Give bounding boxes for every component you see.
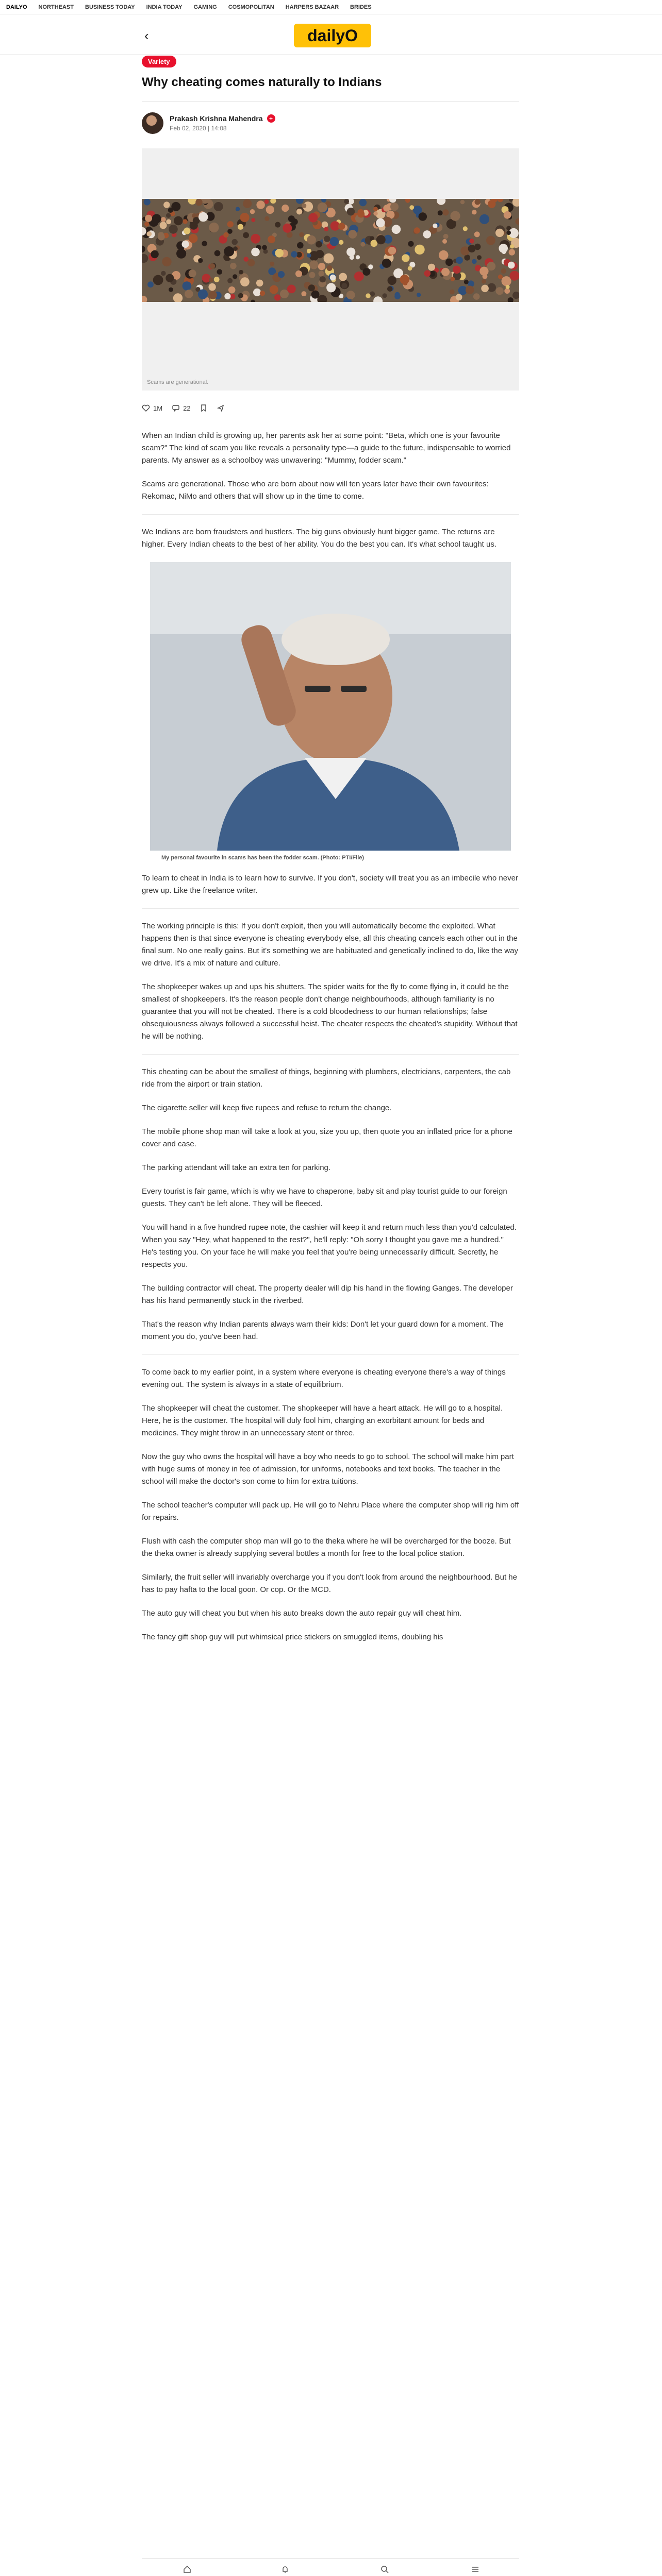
crowd-figure bbox=[409, 205, 414, 210]
crowd-figure bbox=[479, 214, 489, 224]
article bbox=[142, 56, 519, 1655]
crowd-figure bbox=[326, 283, 336, 292]
crowd-figure bbox=[256, 200, 264, 209]
crowd-figure bbox=[311, 291, 320, 299]
crowd-figure bbox=[415, 245, 424, 255]
article-paragraph: Every tourist is fair game, which is why we have to chaperone, baby sit and play tourist guide to our foreign guests. They can't be left alone. They will be fleeced. bbox=[142, 1187, 507, 1208]
crowd-figure bbox=[278, 271, 285, 278]
crowd-figure bbox=[291, 251, 297, 257]
crowd-figure bbox=[347, 208, 355, 215]
crowd-figure bbox=[295, 270, 302, 277]
crowd-figure bbox=[282, 205, 289, 212]
article-paragraph: To learn to cheat in India is to learn how to survive. If you don't, society will treat you as an imbecile who never grew up. Like the freelance writer. bbox=[142, 874, 518, 895]
crowd-figure bbox=[441, 268, 450, 276]
bookmark-icon bbox=[200, 404, 207, 412]
comment-count: 22 bbox=[183, 404, 191, 412]
crowd-figure bbox=[472, 259, 477, 264]
crowd-figure bbox=[240, 277, 250, 286]
article-paragraph: When an Indian child is growing up, her parents ask her at some point: "Beta, which one is your favourite scam?" The kind of scam you like reveals a personality type—a guide to the future, indispensable to worried parents. My answer as a schoolboy was unwavering: "Mummy, fodder scam." bbox=[142, 431, 511, 465]
topnav-link-gaming[interactable]: GAMING bbox=[193, 4, 217, 10]
crowd-figure bbox=[296, 209, 302, 214]
crowd-figure bbox=[160, 222, 167, 229]
crowd-figure bbox=[238, 293, 243, 298]
article-paragraph: The shopkeeper will cheat the customer. The shopkeeper will have a heart attack. He will go to a hospital. Here, he is the customer. The hospital will duly fool him, charging an exorbitant amount for beds and medicines. They might throw in an unnecessary stent or three. bbox=[142, 1404, 503, 1437]
author-block bbox=[142, 111, 519, 135]
crowd-figure bbox=[508, 262, 515, 269]
crowd-figure bbox=[366, 293, 370, 298]
topnav-link-harpers-bazaar[interactable]: HARPERS BAZAAR bbox=[285, 4, 339, 10]
crowd-figure bbox=[392, 225, 401, 234]
crowd-figure bbox=[359, 199, 367, 206]
crowd-figure bbox=[501, 268, 506, 274]
crowd-figure bbox=[502, 276, 511, 286]
crowd-figure bbox=[152, 214, 161, 224]
crowd-figure bbox=[189, 234, 198, 243]
crowd-figure bbox=[475, 199, 481, 205]
crowd-figure bbox=[166, 213, 171, 218]
crowd-figure bbox=[214, 250, 221, 257]
crowd-figure bbox=[509, 271, 519, 281]
crowd-figure bbox=[309, 272, 315, 278]
crowd-figure bbox=[506, 285, 510, 289]
crowd-figure bbox=[262, 245, 267, 250]
crowd-figure bbox=[307, 253, 311, 258]
crowd-figure bbox=[443, 234, 449, 239]
crowd-figure bbox=[338, 223, 345, 230]
crowd-figure bbox=[251, 248, 260, 257]
crowd-figure bbox=[198, 212, 208, 222]
crowd-figure bbox=[151, 250, 158, 258]
dailyo-logo[interactable] bbox=[294, 21, 371, 50]
crowd-figure bbox=[274, 294, 280, 300]
article-paragraph: The fancy gift shop guy will put whimsical price stickers on smuggled items, doubling his bbox=[142, 1633, 443, 1641]
article-paragraph: The school teacher's computer will pack up. He will go to Nehru Place where the computer shop will rig him off for repairs. bbox=[142, 1501, 519, 1522]
fodder-photo-caption: My personal favourite in scams has been the fodder scam. (Photo: PTI/File) bbox=[161, 855, 365, 861]
crowd-figure bbox=[504, 288, 510, 294]
crowd-figure bbox=[499, 244, 508, 253]
crowd-figure bbox=[147, 281, 154, 287]
crowd-figure bbox=[506, 230, 511, 235]
crowd-figure bbox=[275, 249, 284, 258]
fodder-scam-photo bbox=[150, 562, 511, 851]
crowd-figure bbox=[486, 236, 495, 245]
crowd-figure bbox=[319, 270, 324, 276]
crowd-figure bbox=[460, 200, 465, 204]
crowd-figure bbox=[209, 223, 219, 232]
crowd-figure bbox=[144, 199, 151, 206]
back-arrow-icon[interactable]: ‹ bbox=[144, 28, 149, 43]
crowd-figure bbox=[341, 283, 347, 289]
crowd-figure bbox=[388, 276, 396, 285]
crowd-figure bbox=[240, 213, 249, 222]
crowd-figure bbox=[456, 294, 462, 300]
topnav-link-brides[interactable]: BRIDES bbox=[350, 4, 372, 10]
article-paragraph: This cheating can be about the smallest of things, beginning with plumbers, electricians, carpenters, the cab ride from the airport or train station. bbox=[142, 1067, 511, 1089]
crowd-figure bbox=[228, 286, 236, 294]
article-paragraph: The mobile phone shop man will take a look at you, size you up, then quote you an inflated price for a phone cover and case. bbox=[142, 1127, 512, 1148]
comment-icon bbox=[172, 404, 180, 412]
article-paragraph: We Indians are born fraudsters and hustlers. The big guns obviously hunt bigger game. The returns are higher. Every Indian cheats to the best of her ability. You do the best you can. It's what school taught us. bbox=[142, 528, 497, 549]
site-header bbox=[0, 14, 662, 55]
crowd-figure bbox=[189, 269, 196, 277]
topnav-link-dailyo[interactable]: DAILYO bbox=[6, 4, 27, 10]
crowd-figure bbox=[307, 235, 316, 245]
crowd-figure bbox=[309, 260, 318, 269]
crowd-figure bbox=[320, 276, 326, 282]
crowd-figure bbox=[166, 274, 174, 282]
crowd-figure bbox=[183, 281, 192, 291]
crowd-figure bbox=[145, 215, 152, 222]
crowd-figure bbox=[233, 274, 237, 279]
crowd-figure bbox=[238, 224, 243, 230]
crowd-figure bbox=[442, 209, 449, 215]
crowd-figure bbox=[360, 242, 365, 247]
crowd-figure bbox=[376, 235, 386, 244]
article-paragraph: The parking attendant will take an extra ten for parking. bbox=[142, 1163, 331, 1172]
section-separator bbox=[142, 1354, 519, 1355]
crowd-figure bbox=[382, 259, 391, 268]
topnav-link-india-today[interactable]: INDIA TODAY bbox=[146, 4, 183, 10]
crowd-figure bbox=[182, 241, 189, 248]
author-meta bbox=[170, 114, 275, 132]
article-paragraph: The cigarette seller will keep five rupees and refuse to return the change. bbox=[142, 1104, 392, 1112]
crowd-figure bbox=[264, 216, 269, 221]
crowd-figure bbox=[463, 226, 468, 231]
article-paragraph: You will hand in a five hundred rupee note, the cashier will keep it and return much less than you'd calculated. When you say "Hey, what happened to the rest?", he'll reply: "Oh sorry I thought you gave me a hundred." He's testing you. On your face he will make you feel that you're being unnecessarily difficult. Secretly, he respects you. bbox=[142, 1223, 517, 1269]
crowd-figure bbox=[464, 280, 469, 284]
crowd-figure bbox=[208, 291, 217, 299]
bell-icon bbox=[280, 2565, 290, 2574]
author-name[interactable]: Prakash Krishna Mahendra bbox=[170, 114, 263, 123]
crowd-figure bbox=[266, 206, 274, 214]
crowd-figure bbox=[468, 245, 476, 252]
crowd-figure bbox=[251, 218, 255, 222]
like-count: 1M bbox=[153, 404, 163, 412]
crowd-figure bbox=[383, 293, 387, 298]
crowd-figure bbox=[244, 257, 249, 262]
top-nav bbox=[0, 0, 662, 14]
crowd-figure bbox=[316, 250, 324, 258]
crowd-figure bbox=[227, 221, 234, 227]
crowd-figure bbox=[433, 224, 437, 228]
crowd-figure bbox=[288, 215, 295, 222]
search-icon bbox=[380, 2565, 389, 2574]
crowd-figure bbox=[424, 270, 431, 277]
bookmark-button[interactable] bbox=[200, 404, 207, 412]
crowd-figure bbox=[270, 262, 274, 266]
crowd-figure bbox=[473, 293, 480, 300]
crowd-figure bbox=[166, 219, 171, 225]
crowd-figure bbox=[368, 264, 373, 269]
article-paragraph: That's the reason why Indian parents always warn their kids: Don't let your guard down for a moment. The moment you do, you've been had. bbox=[142, 1320, 504, 1341]
crowd-figure bbox=[195, 199, 203, 206]
crowd-figure bbox=[299, 232, 304, 237]
crowd-figure bbox=[496, 287, 504, 295]
crowd-figure bbox=[402, 254, 409, 262]
crowd-figure bbox=[146, 231, 152, 236]
follow-plus-icon[interactable]: + bbox=[267, 114, 275, 123]
crowd-figure bbox=[217, 269, 223, 275]
crowd-figure bbox=[214, 277, 220, 282]
crowd-figure bbox=[302, 204, 306, 208]
nav-search[interactable] bbox=[376, 2565, 394, 2576]
crowd-figure bbox=[329, 237, 339, 246]
crowd-figure bbox=[498, 275, 503, 279]
crowd-figure bbox=[239, 270, 243, 275]
article-paragraph: Flush with cash the computer shop man will go to the theka where he will be overcharged for the booze. But the theka owner is already supplying several bottles a month for free to the local police station. bbox=[142, 1537, 511, 1558]
crowd-figure bbox=[198, 258, 203, 263]
crowd-figure bbox=[327, 265, 333, 271]
crowd-figure bbox=[469, 239, 474, 243]
crowd-figure bbox=[264, 199, 269, 204]
crowd-figure bbox=[171, 202, 180, 211]
crowd-figure bbox=[330, 275, 336, 281]
article-paragraph: The building contractor will cheat. The property dealer will dip his hand in the flowing Ganges. The developer has his hand permanently stuck in the riverbed. bbox=[142, 1284, 513, 1305]
crowd-figure bbox=[202, 241, 207, 247]
crowd-figure bbox=[450, 290, 455, 295]
crowd-figure bbox=[283, 224, 292, 233]
crowd-figure bbox=[301, 291, 306, 296]
topnav-link-cosmopolitan[interactable]: COSMOPOLITAN bbox=[228, 4, 274, 10]
crowd-figure bbox=[344, 199, 349, 204]
crowd-figure bbox=[362, 268, 370, 276]
article-paragraph: Scams are generational. Those who are born about now will ten years later have their own favourites: Rekomac, NiMo and others that will show up in the time to come. bbox=[142, 480, 489, 501]
crowd-figure bbox=[324, 236, 330, 242]
crowd-figure bbox=[453, 266, 461, 274]
crowd-figure bbox=[442, 239, 447, 244]
crowd-figure bbox=[472, 210, 476, 214]
crowd-figure bbox=[243, 232, 249, 239]
crowd-figure bbox=[414, 227, 420, 233]
crowd-figure bbox=[153, 275, 163, 285]
crowd-illustration bbox=[142, 199, 519, 302]
svg-text:dailyO: dailyO bbox=[307, 26, 358, 45]
person-illustration bbox=[150, 562, 511, 851]
crowd-figure bbox=[510, 244, 514, 248]
crowd-figure bbox=[450, 211, 460, 221]
crowd-figure bbox=[388, 247, 396, 255]
crowd-figure bbox=[423, 230, 432, 239]
crowd-figure bbox=[509, 249, 515, 255]
article-paragraph: The shopkeeper wakes up and ups his shutters. The spider waits for the fly to come flying in, it could be the smallest of shopkeepers. It's the reason people don't change neighbourhoods, although familiarity is no guarantee that you will not be cheated. There is a cold bloodedness to our human relationships; false obsequiousness always followed a successful heist. The cheater respects the cheated's stupidity. Without that he will be nothing. bbox=[142, 982, 518, 1041]
hero-caption: Scams are generational. bbox=[147, 379, 209, 385]
crowd-figure bbox=[318, 202, 327, 212]
topnav-link-business-today[interactable]: BUSINESS TODAY bbox=[85, 4, 135, 10]
crowd-figure bbox=[390, 202, 399, 211]
crowd-figure bbox=[356, 255, 360, 259]
crowd-photo bbox=[142, 199, 519, 302]
crowd-figure bbox=[408, 266, 412, 270]
article-paragraph: The auto guy will cheat you but when his auto breaks down the auto repair guy will cheat him. bbox=[142, 1609, 462, 1618]
crowd-figure bbox=[214, 202, 223, 211]
crowd-figure bbox=[185, 290, 193, 298]
comment-button[interactable] bbox=[172, 404, 190, 412]
crowd-figure bbox=[158, 232, 164, 238]
crowd-figure bbox=[346, 248, 355, 257]
bottom-nav-bar bbox=[142, 2558, 519, 2576]
crowd-figure bbox=[250, 209, 255, 214]
nav-notifications[interactable] bbox=[270, 2565, 301, 2576]
crowd-figure bbox=[339, 273, 347, 281]
crowd-figure bbox=[176, 249, 186, 259]
crowd-figure bbox=[275, 222, 280, 228]
crowd-figure bbox=[253, 289, 261, 296]
crowd-figure bbox=[144, 222, 149, 226]
author-name-row bbox=[170, 114, 275, 123]
crowd-figure bbox=[318, 263, 325, 270]
crowd-figure bbox=[169, 287, 173, 292]
crowd-figure bbox=[400, 275, 409, 284]
crowd-figure bbox=[251, 234, 260, 244]
article-paragraph: Similarly, the fruit seller will invariably overcharge you if you don't look from around the neighbourhood. But he has to pay hafta to the local goon. Or cop. Or the MCD. bbox=[142, 1573, 517, 1594]
crowd-figure bbox=[373, 211, 377, 215]
crowd-figure bbox=[184, 228, 190, 234]
crowd-figure bbox=[456, 257, 463, 264]
crowd-figure bbox=[243, 199, 252, 208]
hero-image bbox=[142, 148, 519, 391]
crowd-figure bbox=[438, 210, 443, 215]
crowd-figure bbox=[419, 212, 427, 221]
share-icon bbox=[217, 404, 225, 412]
share-button[interactable] bbox=[217, 404, 225, 412]
category-tag[interactable]: Variety bbox=[142, 56, 176, 67]
crowd-figure bbox=[346, 291, 355, 299]
section-separator bbox=[142, 1054, 519, 1055]
crowd-figure bbox=[357, 209, 364, 216]
crowd-figure bbox=[474, 231, 480, 237]
crowd-figure bbox=[227, 229, 233, 234]
crowd-figure bbox=[451, 277, 455, 281]
crowd-figure bbox=[464, 255, 470, 261]
crowd-figure bbox=[428, 264, 435, 271]
crowd-figure bbox=[169, 225, 178, 234]
article-paragraph: Now the guy who owns the hospital will have a boy who needs to go to school. The school will make him part with huge sums of money in fee of admission, for uniforms, notebooks and text books. The teacher in the school will make the doctor's son come to him for extra tuitions. bbox=[142, 1452, 514, 1486]
crowd-figure bbox=[495, 229, 504, 237]
crowd-figure bbox=[394, 294, 401, 300]
crowd-figure bbox=[280, 290, 289, 298]
crowd-figure bbox=[466, 286, 474, 295]
crowd-figure bbox=[477, 255, 482, 260]
crowd-figure bbox=[383, 205, 390, 212]
crowd-figure bbox=[227, 278, 233, 283]
crowd-figure bbox=[268, 235, 275, 243]
crowd-figure bbox=[161, 271, 166, 276]
crowd-figure bbox=[481, 285, 489, 293]
divider bbox=[142, 101, 519, 102]
crowd-figure bbox=[387, 286, 393, 292]
crowd-figure bbox=[162, 257, 171, 266]
crowd-figure bbox=[297, 242, 304, 249]
crowd-figure bbox=[224, 293, 230, 299]
crowd-figure bbox=[324, 227, 328, 231]
section-separator bbox=[142, 908, 519, 909]
crowd-figure bbox=[183, 219, 187, 224]
crowd-figure bbox=[324, 253, 334, 264]
article-actions bbox=[142, 402, 519, 414]
crowd-figure bbox=[439, 250, 449, 260]
crowd-figure bbox=[209, 278, 213, 282]
article-paragraph: The working principle is this: If you don't exploit, then you will automatically become the exploited. What happens then is that since everyone is cheating everybody else, all this cheating cancels each other out in the final sum. No one really gains. But it's something we are habituated and genetically inclined to do, like the way we drive. It's a mix of nature and culture. bbox=[142, 922, 518, 968]
crowd-figure bbox=[223, 232, 228, 238]
section-separator bbox=[142, 514, 519, 515]
crowd-figure bbox=[208, 283, 216, 291]
crowd-figure bbox=[247, 259, 255, 267]
heart-icon bbox=[142, 404, 150, 412]
crowd-figure bbox=[270, 285, 278, 294]
crowd-figure bbox=[354, 272, 364, 281]
crowd-figure bbox=[287, 285, 296, 294]
crowd-figure bbox=[209, 263, 215, 269]
crowd-figure bbox=[260, 291, 265, 296]
crowd-figure bbox=[349, 230, 357, 239]
crowd-figure bbox=[371, 240, 378, 247]
crowd-figure bbox=[322, 222, 328, 228]
crowd-figure bbox=[236, 207, 240, 212]
crowd-figure bbox=[231, 239, 238, 245]
crowd-figure bbox=[417, 293, 421, 297]
crowd-figure bbox=[308, 284, 315, 291]
author-avatar[interactable] bbox=[142, 112, 163, 134]
crowd-figure bbox=[482, 279, 486, 284]
home-icon bbox=[183, 2565, 192, 2574]
publish-date: Feb 02, 2020 | 14:08 bbox=[170, 125, 227, 132]
crowd-figure bbox=[308, 213, 318, 222]
nav-more[interactable] bbox=[469, 2565, 482, 2576]
more-icon bbox=[471, 2565, 480, 2574]
crowd-figure bbox=[339, 240, 343, 245]
crowd-figure bbox=[163, 201, 170, 208]
crowd-figure bbox=[445, 259, 453, 266]
crowd-figure bbox=[504, 211, 511, 219]
crowd-figure bbox=[174, 216, 183, 226]
like-button[interactable] bbox=[142, 404, 162, 412]
article-title: Why cheating comes naturally to Indians bbox=[142, 75, 382, 89]
crowd-figure bbox=[488, 200, 495, 208]
crowd-figure bbox=[376, 218, 385, 227]
crowd-figure bbox=[408, 241, 413, 247]
nav-home[interactable] bbox=[179, 2565, 194, 2576]
crowd-figure bbox=[316, 241, 322, 248]
crowd-figure bbox=[230, 263, 237, 269]
topnav-link-northeast[interactable]: NORTHEAST bbox=[38, 4, 74, 10]
crowd-figure bbox=[198, 290, 208, 299]
crowd-figure bbox=[256, 280, 263, 287]
crowd-figure bbox=[487, 262, 495, 270]
crowd-figure bbox=[224, 246, 234, 257]
crowd-figure bbox=[161, 217, 166, 222]
article-paragraph: To come back to my earlier point, in a system where everyone is cheating everyone there's a way of things evening out. The system is always in a state of equilibrium. bbox=[142, 1368, 506, 1389]
